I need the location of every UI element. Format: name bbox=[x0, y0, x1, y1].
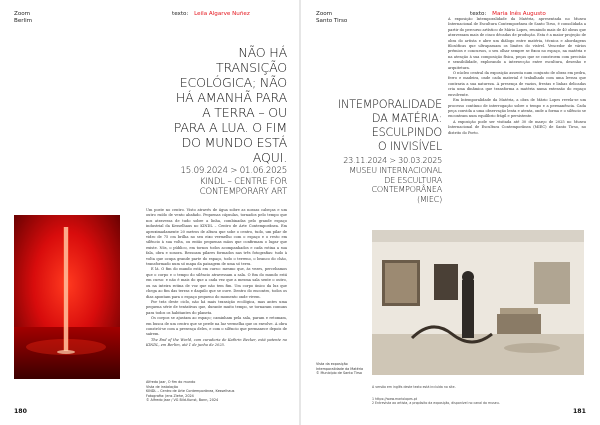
exhibition-dates: 23.11.2024 > 30.03.2025 bbox=[343, 156, 442, 165]
body-paragraph: A exposição Intemporalidade da Matéria, apresentada no Museu Internacional de Escultura Contemporânea de Santo Tirso, é consolidada a partir do percurso artístico de Mário Lopes, reunindo mais de 40 obras que atravessam mais de cinco décadas de produção. Esta é a maior projeção de obra do artista e abre um diálogo entre matéria, técnica e abordagens filosóficas que ultrapassam os limites do visível. Vencedor de vários prémios e concursos, o seu olhar sempre se fixou no espaço, na matéria e na atenção à sua composição física, peças que se constroem com precisão e sensibilidade, explorando a intersecção entre escultura, desenho e arquitetura. bbox=[448, 17, 586, 70]
city-label: Berlim bbox=[14, 18, 33, 24]
venue-line: MUSEU INTERNACIONAL bbox=[349, 166, 442, 175]
title-line: INTEMPORALIDADE bbox=[337, 98, 442, 111]
page-number: 181 bbox=[573, 408, 586, 415]
caption-line: © Município de Santo Tirso bbox=[316, 371, 363, 376]
caption-line: Vista de instalação bbox=[146, 384, 179, 389]
title-line: PARA A LUA. O FIM bbox=[173, 120, 287, 135]
gallery-image bbox=[372, 230, 584, 375]
exhibition-dates: 15.09.2024 > 01.06.2025 bbox=[180, 166, 287, 176]
city-label: Santo Tirso bbox=[316, 18, 348, 24]
title-line: DO MUNDO ESTÁ bbox=[181, 135, 287, 150]
venue-line: KINDL – CENTRE FOR bbox=[199, 177, 287, 187]
footnote: 2 Entrevista ao artista, a propósito da exposição, disponível no canal do museu. bbox=[372, 401, 500, 406]
red-room-image bbox=[14, 215, 120, 379]
body-paragraph: E lá. O fim do mundo está em curso: mesmo que, às vezes, percebamos que o corpo e o tempo do silêncio atravessam a sala. O fim do mundo está em curso: e não é mais do que a cada vez que a mesma sala sente o outro, ou na inteira rotina de voz que não tem fim. Um corpo único da luz que chega ao fim das terras e daquilo que se ouve. Dentro do encontro, todos os dias apontam para o espaço pequeno do momento onde vivem. bbox=[146, 267, 287, 299]
caption-line: KINDL – Centro de Arte Contemporânea, Kesselhaus bbox=[146, 389, 235, 394]
credit-author: Leila Algarve Nuñez bbox=[194, 11, 250, 17]
photo-caption bbox=[146, 380, 287, 403]
title-line: HÁ AMANHÃ PARA bbox=[175, 90, 287, 105]
body-paragraph: O núcleo central da exposição assenta num conjunto de obras em pedra, ferro e madeira, onde cada material é trabalhado com uma leveza que contraria a sua natureza. A presença de vazios, frestas e linhas delicadas cria uma dinâmica que transforma a matéria numa extensão do espaço envolvente. bbox=[448, 71, 586, 97]
title-line: AQUI. bbox=[252, 150, 287, 165]
body-paragraph: Em Intemporalidade da Matéria, a obra de Mário Lopes revela-se um processo contínuo de interrogação sobre o tempo e a permanência. Cada peça convida a uma observação lenta e atenta, onde a forma e o silêncio se encontram num equilíbrio frágil e persistente. bbox=[448, 98, 586, 119]
body-paragraph: Um poste no centro. Visto através de água sobre as nossas cabeças e um outro ruído de vento abafado. Pequenas cápsulas, tornados pelo tempo que nos atravessa de tudo sobre a linha, combinadas pelo grande espaço industrial da Kesselhaus no KINDL – Centro de Arte Contemporânea. Em aproximadamente 20 metros de altura que sobe o centro, tudo, um pilar de vidro de 75 cm brilha no seu eixo vermelho com o espaço e o resto em silêncio à sua volta, ou então pequenas mãos que confirmam o lugar que existe. Nós, o público, em tornos todos acompanhados e cada rotina a sua fala, obra e sonora. Ressoam pilares formados nas três fotografias: tudo à volta que ocupa grande parte do espaço, todo o terreno, o branco do chão, transformado num só mapa da paisagem de uma só terra. bbox=[146, 208, 287, 267]
body-paragraph: Por trás deste ciclo, não há mais transição ecológica, mas antes uma pequena série de tentativas que, durante muito tempo, se tornaram comuns para todos os habitantes do planeta. bbox=[146, 299, 287, 315]
body-paragraph: The End of the World, com curadoria de Kathrin Becker, está patente no KINDL, em Berlim, até 1 de junho de 2025. bbox=[146, 337, 287, 348]
title-line: ECOLÓGICA; NÃO bbox=[179, 75, 287, 90]
article-title bbox=[316, 98, 442, 154]
venue-line: CONTEMPORARY ART bbox=[199, 187, 287, 198]
footnotes bbox=[372, 397, 584, 406]
venue-name bbox=[146, 177, 287, 198]
page-gutter bbox=[299, 0, 301, 425]
page-number: 180 bbox=[14, 408, 27, 415]
credit-author: Maria Inês Augusto bbox=[492, 11, 546, 17]
caption-line: © Alfredo Jaar / VG Bild-Kunst, Bonn, 2024 bbox=[146, 398, 219, 403]
translation-note: A versão em inglês deste texto está incluída no site. bbox=[372, 385, 456, 389]
body-paragraph: Os corpos se ajustam ao espaço; caminham pela sala, param e retomam, em busca de um centro que se perde na luz vermelha que os envolve. A obra constrói-se com a presença deles, e com o silêncio que permanece depois de saírem. bbox=[146, 316, 287, 337]
footnote: 1 https://www.mariolopes.pt bbox=[372, 397, 417, 401]
photo-caption bbox=[316, 362, 366, 376]
venue-line: DE ESCULTURA bbox=[384, 175, 442, 185]
caption-line: Vista da exposição Intemporalidade da Matéria bbox=[316, 362, 364, 371]
venue-name bbox=[316, 166, 442, 204]
title-line: NÃO HÁ bbox=[238, 45, 287, 60]
title-line: DA MATÉRIA: bbox=[371, 112, 442, 125]
section-label: Zoom bbox=[14, 11, 31, 17]
credit-label: texto: bbox=[172, 11, 189, 17]
section-label: Zoom bbox=[316, 11, 333, 17]
text-credit bbox=[172, 11, 250, 18]
credit-label: texto: bbox=[470, 11, 487, 17]
article-body bbox=[146, 208, 287, 361]
title-line: A TERRA – OU bbox=[202, 105, 287, 120]
article-body bbox=[448, 17, 586, 227]
title-line: O INVISÍVEL bbox=[377, 140, 442, 153]
title-line: TRANSIÇÃO bbox=[216, 60, 287, 75]
caption-line: Alfredo Jaar, O fim do mundo bbox=[146, 380, 196, 384]
article-title bbox=[146, 45, 287, 165]
installation-photo bbox=[14, 215, 120, 379]
body-paragraph: A exposição pode ser visitada até 30 de março de 2025 no Museu Internacional de Escultura Contemporânea (MIEC) de Santo Tirso, no distrito do Porto. bbox=[448, 119, 586, 135]
title-line: ESCULPINDO bbox=[371, 126, 442, 139]
venue-line: CONTEMPORÂNEA bbox=[371, 185, 442, 195]
exhibition-photo bbox=[372, 230, 584, 375]
caption-line: Fotografia: Jens Ziehe, 2024 bbox=[146, 393, 194, 398]
venue-line: (MIEC) bbox=[417, 194, 442, 204]
